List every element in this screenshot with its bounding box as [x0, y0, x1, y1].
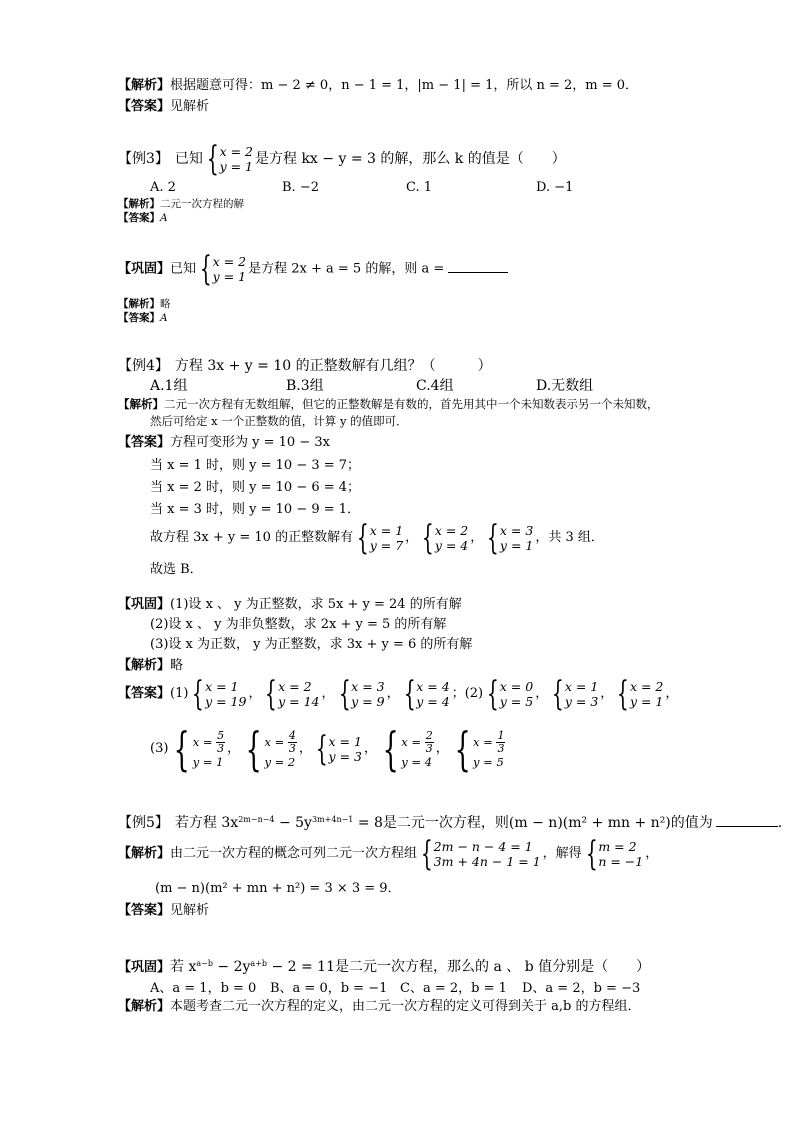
analysis-line: 【解析】 由二元一次方程的概念可列二元一次方程组 { 2m − n − 4 = 1 3m + 4n − 1 = 1 ，解得 { m = 2 n = −1 ，	[118, 834, 659, 874]
solution-system	[485, 518, 534, 558]
analysis-line	[118, 78, 638, 94]
system-row: x = 0	[499, 679, 534, 694]
system-row: y = 3	[564, 694, 599, 709]
solution-system	[314, 729, 362, 769]
separator: ，	[248, 686, 262, 701]
consolidation-tag: 【巩固】	[118, 261, 171, 277]
solution-system	[355, 518, 404, 558]
option-d: D、a = 2，b = −3	[522, 981, 641, 996]
exponent: 3m+4n−1	[311, 815, 354, 824]
system-row	[401, 730, 433, 755]
separator: ，	[227, 741, 241, 756]
question-post: 是方程 kx − y = 3 的解，那么 k 的值是（ ）	[255, 151, 566, 167]
x-eq: x =	[401, 735, 422, 749]
brace-icon: {	[174, 722, 191, 776]
system-row: y = 1	[499, 538, 534, 553]
option-b: B、a = 0，b = −1	[270, 981, 388, 996]
brace-icon: {	[315, 729, 328, 769]
answer-line	[118, 903, 209, 919]
consolidation-tag: 【巩固】	[118, 960, 171, 975]
analysis-text: 二元一次方程有无数组解，但它的正整数解是有数的，首先用其中一个未知数表示另一个未知数，	[164, 397, 659, 411]
analysis-tag: 【解析】	[118, 999, 171, 1014]
option-c: C、a = 2，b = 1	[400, 981, 507, 996]
system-row: y = 2	[264, 754, 296, 769]
separator: ，	[321, 686, 335, 701]
fraction	[288, 730, 297, 755]
answer-tag: 【答案】	[118, 686, 171, 701]
fraction	[496, 730, 505, 755]
system-row: y = 4	[416, 694, 450, 709]
solution-system	[190, 674, 247, 714]
x-eq: x =	[192, 735, 213, 749]
numerator: 1	[497, 728, 505, 742]
separator: ，	[600, 686, 614, 701]
system-row: x = 2	[434, 523, 469, 538]
separator: ，	[535, 686, 549, 701]
analysis-text: 略	[170, 658, 184, 673]
system-row: x = 1	[205, 679, 239, 694]
system-row: n = −1	[598, 854, 644, 869]
brace-icon: {	[192, 674, 205, 714]
brace-icon: {	[265, 674, 278, 714]
question-mid: − 2y	[212, 959, 251, 975]
exponent: a+b	[250, 959, 268, 968]
question-post: 是方程 2x + a = 5 的解，则 a =	[248, 261, 445, 277]
example-4-question	[118, 358, 492, 374]
system-row	[473, 730, 505, 755]
system-row: y = 5	[473, 754, 504, 769]
question-pre: 若方程 3x	[174, 815, 239, 831]
example-5-question: 【例5】 若方程 $3x^{2m-n-4} - 5y^{3m+4n-1} = 8$是二元一次方程，则(m − n)(m² + mn + n²)的值为 .	[118, 815, 783, 831]
numerator: 2	[425, 728, 433, 742]
example-3-question	[118, 139, 566, 179]
answer-tag: 【答案】	[118, 212, 160, 224]
analysis-line	[118, 198, 244, 211]
answer-text: 见解析	[170, 903, 210, 918]
brace-icon: {	[454, 722, 471, 776]
brace-icon: {	[585, 834, 598, 874]
system-row: x = 2	[219, 144, 253, 159]
option-a: A. 2	[150, 180, 176, 195]
solution-system	[379, 722, 434, 776]
analysis-line	[118, 658, 183, 674]
system-row: y = 5	[499, 694, 534, 709]
option-d: D.无数组	[536, 378, 594, 394]
brace-icon: {	[382, 722, 399, 776]
consolidation-2-q2: (2)设 x 、 y 为非负整数，求 2x + y = 5 的所有解	[150, 617, 447, 632]
analysis-tag: 【解析】	[118, 198, 160, 210]
system-row: y = 1	[192, 754, 224, 769]
solution-system	[263, 674, 320, 714]
solution-system	[170, 722, 225, 776]
analysis-tag: 【解析】	[118, 397, 164, 411]
solution-line: 故方程 3x + y = 10 的正整数解有 { x = 1 y = 7 ， { x = 2 y = 4 ， { x = 3 y = 1 ，共 3 组．	[150, 518, 604, 558]
question-pre: 已知	[174, 151, 203, 167]
analysis-tag: 【解析】	[118, 846, 171, 861]
option-b: B.3组	[286, 378, 324, 394]
question-post: − 2 = 11是二元一次方程，那么的 a 、 b 值分别是（ ）	[267, 959, 651, 975]
answer-step: 当 x = 1 时，则 y = 10 − 3 = 7；	[150, 458, 361, 473]
analysis-text: 根据题意可得：m − 2 ≠ 0，n − 1 = 1，|m − 1| = 1，所以 n = 2，m = 0．	[170, 78, 639, 93]
answer-blank	[448, 272, 508, 273]
brace-icon: {	[199, 249, 212, 289]
x-eq: x =	[264, 735, 285, 749]
system-row: x = 1	[564, 679, 599, 694]
system-row: x = 2	[278, 679, 312, 694]
exponent: 2m−n−4	[238, 815, 275, 824]
part-label: ；(2)	[451, 686, 484, 701]
system-row: 2m − n − 4 = 1	[433, 839, 533, 854]
brace-icon: {	[403, 674, 416, 714]
question-text: (1)设 x 、 y 为正整数，求 5x + y = 24 的所有解	[170, 597, 462, 612]
consolidation-1-question	[118, 249, 508, 289]
numerator: 4	[288, 728, 296, 742]
analysis-line	[118, 398, 659, 411]
option-c: C.4组	[416, 378, 454, 394]
analysis-tag: 【解析】	[118, 78, 171, 93]
answer-text: A	[160, 312, 168, 324]
analysis-text: 略	[160, 298, 171, 310]
solution-system	[550, 674, 599, 714]
denominator: 3	[497, 741, 505, 755]
brace-icon: {	[617, 674, 630, 714]
separator: ，	[435, 741, 449, 756]
option-d: D. −1	[536, 180, 574, 195]
separator: ，	[363, 741, 377, 756]
system-row: y = 7	[369, 538, 404, 553]
solution-post: ，共 3 组．	[535, 530, 604, 545]
system-row: x = 3	[499, 523, 534, 538]
answer-step: 当 x = 2 时，则 y = 10 − 6 = 4；	[150, 480, 361, 495]
brace-icon: {	[206, 139, 219, 179]
answer-tag: 【答案】	[118, 312, 160, 324]
question-pre: 已知	[170, 261, 197, 277]
system-row: y = 1	[212, 269, 247, 284]
system-row	[264, 730, 296, 755]
brace-icon: {	[245, 722, 262, 776]
answer-line	[118, 212, 168, 225]
consolidation-2-q1	[118, 597, 462, 613]
brace-icon: {	[486, 674, 499, 714]
system-row: x = 3	[351, 679, 385, 694]
solution-pre: 故方程 3x + y = 10 的正整数解有	[150, 530, 354, 545]
brace-icon: {	[356, 518, 369, 558]
question-mid: − 5y	[274, 815, 312, 831]
denominator: 3	[217, 741, 225, 755]
separator: ，	[386, 686, 400, 701]
equation-system	[419, 834, 541, 874]
system-row: x = 1	[369, 523, 404, 538]
answer-tag: 【答案】	[118, 903, 171, 918]
separator: ，	[298, 741, 312, 756]
exponent: a−b	[196, 959, 213, 968]
consolidation-3-question	[118, 959, 650, 976]
equation-system	[584, 834, 644, 874]
system-row: y = 4	[401, 754, 433, 769]
analysis-text: 本题考查二元一次方程的定义，由二元一次方程的定义可得到关于 a,b 的方程组．	[170, 999, 641, 1014]
system-row: x = 4	[416, 679, 450, 694]
system-row	[193, 730, 225, 755]
example-tag: 【例3】	[118, 151, 169, 167]
answer-tag: 【答案】	[118, 99, 171, 114]
fraction	[425, 730, 434, 755]
system-row: y = 1	[219, 159, 253, 174]
analysis-tag: 【解析】	[118, 658, 171, 673]
analysis-line-2: 然后可给定 x 一个正整数的值，计算 y 的值即可．	[150, 414, 408, 428]
system-row: y = 4	[434, 538, 469, 553]
solution-system	[420, 518, 469, 558]
example-tag: 【例4】	[118, 358, 169, 374]
option-a: A、a = 1，b = 0	[150, 981, 257, 996]
analysis-text: 二元一次方程的解	[160, 198, 244, 210]
brace-icon: {	[552, 674, 564, 714]
example-tag: 【例5】	[118, 815, 169, 831]
brace-icon: {	[338, 674, 351, 714]
part-label: (3)	[150, 741, 169, 756]
answer-line	[118, 99, 209, 115]
answer-line	[118, 312, 168, 325]
answer-blank	[716, 826, 778, 827]
answer-line	[118, 435, 330, 451]
system-row: 3m + 4n − 1 = 1	[433, 854, 541, 869]
question-pre: 若 x	[170, 959, 197, 975]
consolidation-2-q3: (3)设 x 为正数， y 为正整数，求 3x + y = 6 的所有解	[150, 637, 473, 652]
system-row: y = 9	[351, 694, 385, 709]
part-label: (1)	[170, 686, 189, 701]
system-row: x = 2	[629, 679, 664, 694]
analysis-line	[118, 298, 171, 311]
system-row: y = 19	[205, 694, 247, 709]
system-row: y = 14	[278, 694, 320, 709]
analysis-text: 由二元一次方程的概念可列二元一次方程组	[170, 846, 418, 861]
question-text: 方程 3x + y = 10 的正整数解有几组？（ ）	[174, 358, 492, 374]
analysis-line	[118, 999, 641, 1015]
denominator: 3	[425, 741, 433, 755]
answer-text: 见解析	[170, 99, 210, 114]
system-row: m = 2	[598, 839, 637, 854]
solution-system	[242, 722, 297, 776]
x-eq: x =	[473, 735, 493, 749]
option-c: C. 1	[406, 180, 433, 195]
separator: ，	[665, 686, 679, 701]
system-row: y = 3	[328, 749, 362, 764]
option-b: B. −2	[282, 180, 319, 195]
answer-text: 方程可变形为 y = 10 − 3x	[170, 435, 330, 450]
system-row: y = 1	[629, 694, 664, 709]
answer-line-1	[118, 676, 678, 712]
analysis-line-2: (m − n)(m² + mn + n²) = 3 × 3 = 9．	[155, 881, 401, 896]
brace-icon: {	[420, 834, 433, 874]
system-row: x = 1	[328, 734, 362, 749]
answer-step: 当 x = 3 时，则 y = 10 − 9 = 1．	[150, 502, 361, 517]
solution-system	[485, 674, 534, 714]
question-post: = 8是二元一次方程，则(m − n)(m² + mn + n²)的值为	[353, 815, 713, 831]
final-choice: 故选 B．	[150, 562, 203, 577]
denominator: 3	[288, 741, 296, 755]
equation-system	[205, 139, 253, 179]
consolidation-tag: 【巩固】	[118, 597, 171, 612]
solution-system	[451, 722, 506, 776]
answer-line-2	[150, 720, 507, 778]
equation-system	[198, 249, 247, 289]
solution-system	[402, 674, 450, 714]
brace-icon: {	[487, 518, 500, 558]
brace-icon: {	[422, 518, 434, 558]
system-row: x = 2	[212, 254, 247, 269]
answer-text: A	[160, 212, 168, 224]
solution-system	[337, 674, 385, 714]
option-a: A.1组	[150, 378, 188, 394]
answer-tag: 【答案】	[118, 435, 171, 450]
analysis-tag: 【解析】	[118, 298, 160, 310]
solution-system	[615, 674, 664, 714]
analysis-mid: ，解得	[542, 846, 582, 861]
fraction	[216, 730, 225, 755]
numerator: 5	[217, 728, 225, 742]
